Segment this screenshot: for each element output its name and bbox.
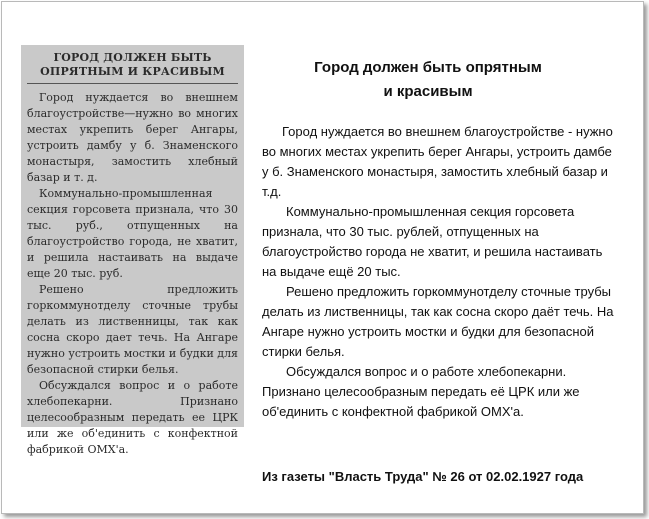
clipping-paragraph: Решено предложить горкоммунотделу сточные трубы делать из лиственницы, так как сосна скоро дает течь. На Ангаре нужно устроить мостки и будки для безопасной стирки белья. [27,283,238,376]
clipping-paragraph: Город нуждается во внешнем благоустройстве—нужно во многих местах укрепить берег Ангары, устроить дамбу у б. Знаменского монастыря, замостить хлебный базар и т. д. [27,91,238,184]
article-title-line-2: и красивым [383,83,473,100]
newspaper-clipping-text [27,49,238,456]
clipping-paragraph: Коммунально-промышленная секция горсовета признала, что 30 тыс. руб., отпущенных на благоустройство города, не хватит, и решила настаивать на выдаче еще 20 тыс. руб. [27,187,238,280]
article-paragraph: Город нуждается во внешнем благоустройстве - нужно во многих местах укрепить берег Ангары, устроить дамбе у б. Знаменского монастыря, замостить хлебный базар и т.д. [262,124,613,199]
article-paragraph: Коммунально-промышленная секция горсовета признала, что 30 тыс. рублей, отпущенных на благоустройство города не хватит, и решила настаивать на выдаче ещё 20 тыс. [262,204,603,279]
clipping-title: ГОРОД ДОЛЖЕН БЫТЬ ОПРЯТНЫМ И КРАСИВЫМ [27,51,238,84]
article-paragraph: Решено предложить горкоммунотделу сточные трубы делать из лиственницы, так как сосна скоро даёт течь. На Ангаре нужно устроить мостки и будки для безопасной стирки белья. [262,284,614,359]
article-body [262,122,618,422]
clipping-paragraph: Обсуждался вопрос и о работе хлебопекарни. Признано целесообразным передать ее ЦРК или же об'единить с конфектной фабрикой ОМХ'а. [27,379,238,456]
article-title-line-1: Город должен быть опрятным [314,59,542,76]
source-caption: Из газеты "Власть Труда" № 26 от 02.02.1927 года [262,469,584,484]
article-title [268,56,588,104]
newspaper-clipping-image [21,45,244,456]
article-paragraph: Обсуждался вопрос и о работе хлебопекарни. Признано целесообразным передать её ЦРК или же об'единить с конфектной фабрикой ОМХ'а. [262,364,580,419]
